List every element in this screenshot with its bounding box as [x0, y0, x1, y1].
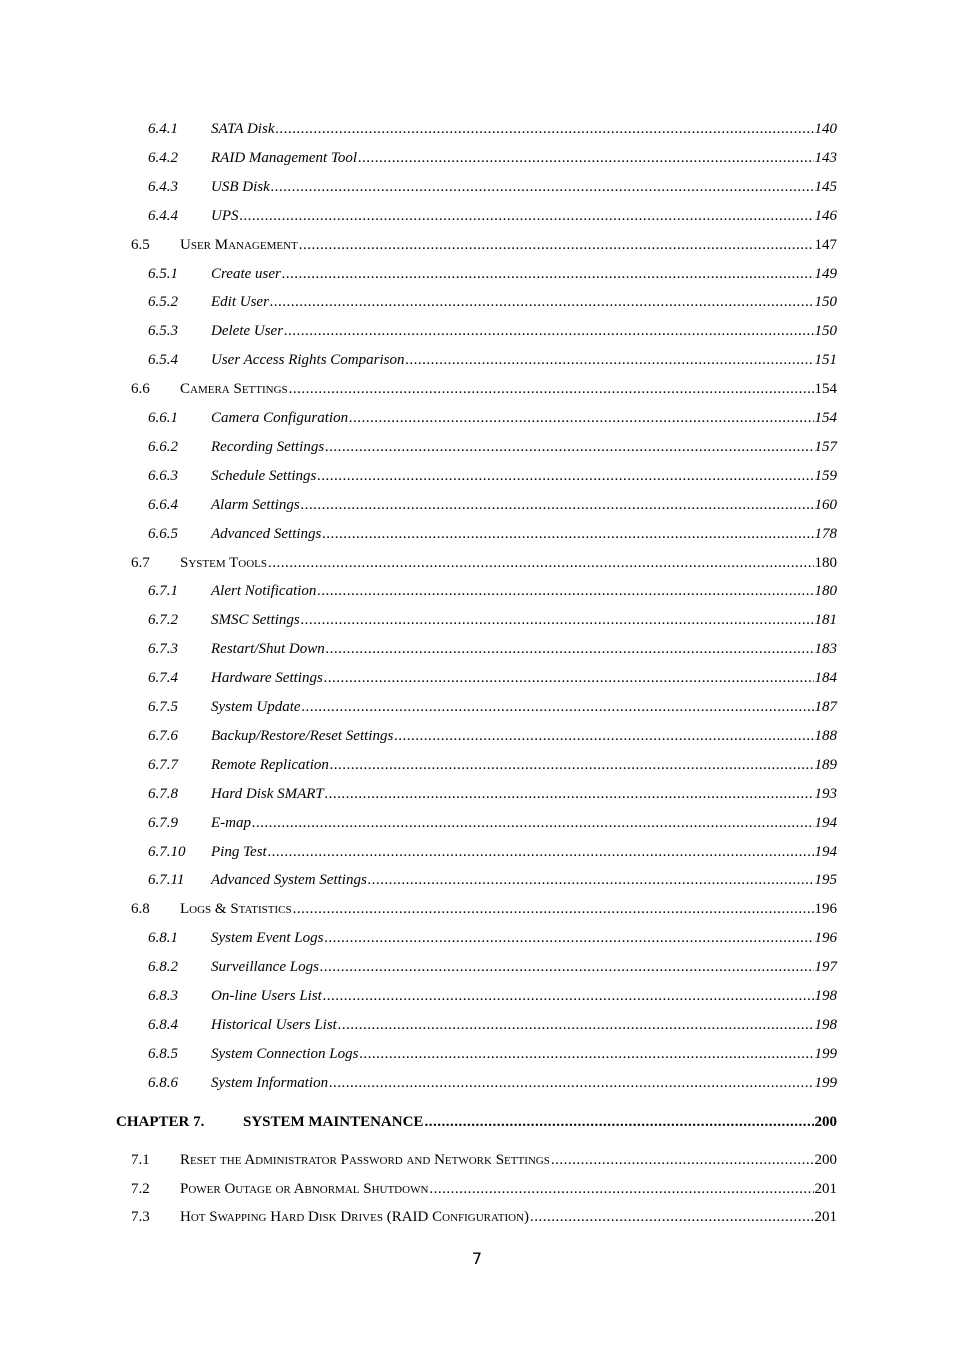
- toc-entry-page: 199: [814, 1045, 837, 1062]
- toc-entry-number: 6.8.5: [148, 1045, 178, 1062]
- toc-entry-page: 146: [814, 207, 837, 224]
- toc-entry-number: 6.4.4: [148, 207, 178, 224]
- toc-leader-dots: [394, 724, 813, 748]
- toc-entry-number: 6.5.1: [148, 265, 178, 282]
- toc-entry[interactable]: [0, 782, 954, 806]
- toc-entry-title: System Tools: [180, 554, 267, 571]
- toc-entry[interactable]: [0, 377, 954, 401]
- toc-entry-page: 180: [814, 554, 837, 571]
- toc-entry-page: 180: [814, 583, 837, 600]
- toc-entry[interactable]: [0, 1110, 954, 1134]
- toc-entry-page: 198: [814, 1016, 837, 1033]
- toc-entry-number: 6.6.1: [148, 410, 178, 426]
- toc-entry-number: 6.7.10: [148, 843, 186, 860]
- toc-entry-number: 6.7.8: [148, 785, 178, 802]
- toc-leader-dots: [301, 493, 814, 517]
- toc-entry-number: 6.8.3: [148, 988, 178, 1004]
- toc-leader-dots: [349, 406, 813, 430]
- toc-entry-title: System Update: [211, 699, 301, 715]
- toc-entry-page: 150: [814, 323, 837, 340]
- toc-entry-page: 193: [814, 785, 837, 802]
- toc-entry-number: 6.5.3: [148, 323, 178, 340]
- toc-leader-dots: [325, 435, 813, 459]
- toc-entry-title: System Event Logs: [211, 930, 324, 947]
- toc-entry-page: 201: [814, 1180, 837, 1197]
- toc-entry-number: 6.5.4: [148, 352, 178, 369]
- toc-entry-number: 6.8.4: [148, 1016, 178, 1033]
- toc-entry-page: 196: [814, 901, 837, 918]
- toc-leader-dots: [360, 1042, 814, 1066]
- toc-leader-dots: [282, 262, 814, 286]
- toc-entry[interactable]: [0, 579, 954, 603]
- toc-entry-number: 6.7.6: [148, 727, 178, 744]
- toc-entry-line: [211, 522, 837, 546]
- toc-leader-dots: [326, 637, 814, 661]
- toc-entry-title: Reset the Administrator Password and Network Settings: [180, 1151, 550, 1168]
- toc-entry-line: [211, 1013, 837, 1037]
- toc-entry[interactable]: [0, 1071, 954, 1095]
- toc-entry[interactable]: [0, 1148, 954, 1172]
- toc-entry-number: 6.7.5: [148, 699, 178, 715]
- toc-entry-number: 6.6.3: [148, 467, 178, 484]
- toc-entry[interactable]: [0, 435, 954, 459]
- toc-entry-page: 160: [814, 496, 837, 513]
- toc-entry-title: Alert Notification: [211, 583, 317, 600]
- toc-entry-page: 188: [814, 727, 837, 744]
- toc-entry-title: USB Disk: [211, 178, 270, 195]
- toc-entry-page: 200: [814, 1113, 837, 1130]
- toc-leader-dots: [317, 579, 813, 603]
- toc-entry-title: System Connection Logs: [211, 1045, 359, 1062]
- toc-entry[interactable]: [0, 348, 954, 372]
- toc-entry-title: RAID Management Tool: [211, 149, 358, 166]
- toc-entry-title: System Information: [211, 1074, 329, 1091]
- toc-entry[interactable]: [0, 1042, 954, 1066]
- toc-entry-line: [180, 233, 837, 257]
- toc-entry-line: [211, 348, 837, 372]
- toc-entry-line: [211, 175, 837, 199]
- toc-leader-dots: [320, 955, 814, 979]
- toc-entry-line: [211, 464, 837, 488]
- toc-entry-line: [211, 319, 837, 343]
- toc-entry-page: 157: [814, 438, 837, 455]
- toc-entry-page: 178: [814, 525, 837, 542]
- toc-entry-line: [211, 926, 837, 950]
- toc-entry-title: Power Outage or Abnormal Shutdown: [180, 1180, 429, 1197]
- toc-entry-line: [211, 493, 837, 517]
- toc-entry-title: Ping Test: [211, 843, 267, 860]
- toc-entry-page: 145: [814, 178, 837, 195]
- toc-entry-line: [211, 117, 837, 141]
- toc-entry-number: CHAPTER 7.: [116, 1113, 205, 1130]
- toc-leader-dots: [268, 840, 814, 864]
- toc-leader-dots: [325, 782, 814, 806]
- toc-entry-number: 6.7.2: [148, 612, 178, 629]
- toc-entry[interactable]: [0, 811, 954, 835]
- toc-entry-line: [180, 1177, 837, 1201]
- toc-entry-line: [211, 579, 837, 603]
- toc-entry-title: User Management: [180, 236, 298, 253]
- toc-entry-number: 6.4.2: [148, 149, 178, 166]
- toc-entry-page: 198: [814, 988, 837, 1004]
- toc-entry[interactable]: [0, 753, 954, 777]
- toc-leader-dots: [240, 204, 814, 228]
- toc-entry-number: 6.6.2: [148, 438, 178, 455]
- toc-leader-dots: [324, 666, 814, 690]
- toc-entry-line: [211, 290, 837, 314]
- toc-entry-line: [211, 695, 837, 719]
- toc-entry-page: 184: [814, 670, 837, 687]
- toc-entry-page: 201: [814, 1209, 837, 1226]
- toc-entry[interactable]: [0, 175, 954, 199]
- toc-entry[interactable]: [0, 551, 954, 575]
- toc-entry-line: [211, 637, 837, 661]
- toc-entry-page: 150: [814, 294, 837, 311]
- page-number: 7: [471, 1249, 483, 1268]
- toc-entry-page: 196: [814, 930, 837, 947]
- toc-entry[interactable]: [0, 926, 954, 950]
- toc-entry-line: [211, 724, 837, 748]
- toc-entry-page: 194: [814, 843, 837, 860]
- toc-entry-number: 6.5: [131, 236, 150, 253]
- toc-entry-page: 154: [814, 410, 837, 426]
- toc-entry-page: 200: [814, 1151, 837, 1168]
- toc-entry-page: 197: [814, 959, 837, 976]
- toc-leader-dots: [302, 695, 814, 719]
- toc-entry[interactable]: [0, 290, 954, 314]
- toc-entry-number: 6.7: [131, 554, 150, 571]
- toc-entry-number: 6.7.9: [148, 814, 178, 831]
- toc-entry-number: 6.7.4: [148, 670, 178, 687]
- toc-entry-title: SYSTEM MAINTENANCE: [243, 1113, 424, 1130]
- toc-entry-page: 140: [814, 121, 837, 137]
- toc-entry-line: [180, 1148, 837, 1172]
- toc-leader-dots: [424, 1110, 813, 1134]
- toc-entry-number: 6.8.2: [148, 959, 178, 976]
- toc-entry-title: Hardware Settings: [211, 670, 323, 687]
- toc-entry-line: [211, 955, 837, 979]
- toc-entry-number: 6.6: [131, 381, 150, 398]
- toc-leader-dots: [358, 146, 813, 170]
- toc-entry-title: Camera Settings: [180, 381, 288, 398]
- toc-entry[interactable]: [0, 868, 954, 892]
- toc-entry-title: Logs & Statistics: [180, 901, 292, 918]
- toc-entry[interactable]: [0, 146, 954, 170]
- toc-entry-line: [211, 146, 837, 170]
- toc-entry-title: Restart/Shut Down: [211, 641, 325, 658]
- toc-entry[interactable]: [0, 493, 954, 517]
- toc-leader-dots: [330, 753, 814, 777]
- toc-entry-title: Historical Users List: [211, 1016, 337, 1033]
- toc-leader-dots: [271, 175, 814, 199]
- toc-entry-title: SMSC Settings: [211, 612, 300, 629]
- toc-entry-line: [211, 811, 837, 835]
- toc-entry-number: 6.5.2: [148, 294, 178, 311]
- toc-entry-number: 6.7.1: [148, 583, 178, 600]
- toc-entry-page: 199: [814, 1074, 837, 1091]
- toc-entry[interactable]: [0, 319, 954, 343]
- toc-entry[interactable]: [0, 840, 954, 864]
- toc-entry-title: User Access Rights Comparison: [211, 352, 405, 369]
- toc-entry-number: 6.7.11: [148, 872, 185, 889]
- toc-entry-number: 6.7.7: [148, 756, 178, 773]
- toc-entry-title: Edit User: [211, 294, 269, 311]
- toc-leader-dots: [268, 551, 814, 575]
- toc-entry-line: [211, 868, 837, 892]
- toc-entry[interactable]: [0, 984, 954, 1008]
- toc-entry-title: Delete User: [211, 323, 284, 340]
- toc-entry-number: 6.8.1: [148, 930, 178, 947]
- toc-entry-number: 7.2: [131, 1180, 150, 1197]
- toc-entry-page: 147: [814, 236, 837, 253]
- toc-leader-dots: [329, 1071, 813, 1095]
- toc-leader-dots: [270, 290, 814, 314]
- toc-entry-title: UPS: [211, 207, 239, 224]
- toc-entry-line: [211, 840, 837, 864]
- toc-entry[interactable]: [0, 204, 954, 228]
- toc-entry-line: [211, 782, 837, 806]
- toc-leader-dots: [299, 233, 814, 257]
- toc-entry-line: [180, 551, 837, 575]
- toc-entry[interactable]: [0, 406, 954, 430]
- toc-leader-dots: [551, 1148, 814, 1172]
- toc-entry-page: 143: [814, 149, 837, 166]
- toc-leader-dots: [338, 1013, 814, 1037]
- toc-entry[interactable]: [0, 464, 954, 488]
- toc-entry[interactable]: [0, 1013, 954, 1037]
- toc-entry-number: 6.8: [131, 901, 150, 918]
- toc-entry-title: SATA Disk: [211, 121, 275, 137]
- toc-entry-line: [211, 262, 837, 286]
- toc-leader-dots: [252, 811, 814, 835]
- toc-entry-line: [211, 753, 837, 777]
- toc-entry[interactable]: [0, 1177, 954, 1201]
- toc-leader-dots: [301, 608, 814, 632]
- toc-leader-dots: [323, 984, 814, 1008]
- toc-leader-dots: [368, 868, 814, 892]
- toc-entry-line: [211, 984, 837, 1008]
- toc-entry[interactable]: [0, 608, 954, 632]
- toc-entry-title: Surveillance Logs: [211, 959, 319, 976]
- toc-entry-page: 154: [814, 381, 837, 398]
- toc-entry[interactable]: [0, 637, 954, 661]
- toc-entry-page: 151: [814, 352, 837, 369]
- toc-entry-title: E-map: [211, 814, 251, 831]
- toc-entry-title: Remote Replication: [211, 756, 329, 773]
- toc-entry-number: 6.7.3: [148, 641, 178, 658]
- toc-entry-line: [211, 435, 837, 459]
- toc-entry[interactable]: [0, 1205, 954, 1229]
- toc-entry-line: [243, 1110, 837, 1134]
- toc-entry[interactable]: [0, 955, 954, 979]
- toc-entry[interactable]: [0, 695, 954, 719]
- toc-entry-line: [211, 204, 837, 228]
- toc-entry-title: Camera Configuration: [211, 410, 349, 426]
- toc-leader-dots: [275, 117, 813, 141]
- toc-leader-dots: [322, 522, 813, 546]
- toc-entry-title: Hot Swapping Hard Disk Drives (RAID Configuration): [180, 1209, 530, 1226]
- toc-leader-dots: [324, 926, 813, 950]
- toc-entry-page: 194: [814, 814, 837, 831]
- toc-entry-title: Alarm Settings: [211, 496, 300, 513]
- toc-leader-dots: [405, 348, 813, 372]
- toc-entry-page: 187: [814, 699, 837, 715]
- toc-entry[interactable]: [0, 522, 954, 546]
- toc-entry-line: [211, 608, 837, 632]
- toc-leader-dots: [429, 1177, 813, 1201]
- toc-entry[interactable]: [0, 117, 954, 141]
- toc-entry-line: [211, 1071, 837, 1095]
- toc-entry-page: 189: [814, 756, 837, 773]
- toc-entry-line: [180, 377, 837, 401]
- toc-entry-line: [180, 897, 837, 921]
- toc-entry-page: 159: [814, 467, 837, 484]
- toc-leader-dots: [530, 1205, 813, 1229]
- toc-entry-number: 6.6.4: [148, 496, 178, 513]
- toc-entry[interactable]: [0, 666, 954, 690]
- toc-entry-number: 7.3: [131, 1209, 150, 1226]
- toc-leader-dots: [293, 897, 814, 921]
- toc-leader-dots: [289, 377, 814, 401]
- toc-entry-number: 6.4.1: [148, 121, 178, 137]
- toc-entry-title: On-line Users List: [211, 988, 322, 1004]
- toc-entry[interactable]: [0, 897, 954, 921]
- toc-entry-title: Advanced Settings: [211, 525, 322, 542]
- toc-entry-page: 195: [814, 872, 837, 889]
- toc-entry-number: 6.6.5: [148, 525, 178, 542]
- toc-entry[interactable]: [0, 233, 954, 257]
- toc-leader-dots: [317, 464, 813, 488]
- toc-entry-line: [180, 1205, 837, 1229]
- toc-entry-title: Create user: [211, 265, 281, 282]
- toc-entry-number: 7.1: [131, 1151, 150, 1168]
- toc-entry-number: 6.4.3: [148, 178, 178, 195]
- toc-entry-line: [211, 666, 837, 690]
- toc-entry-title: Backup/Restore/Reset Settings: [211, 727, 394, 744]
- toc-leader-dots: [284, 319, 813, 343]
- toc-entry[interactable]: [0, 724, 954, 748]
- toc-entry[interactable]: [0, 262, 954, 286]
- toc-entry-line: [211, 1042, 837, 1066]
- toc-entry-page: 149: [814, 265, 837, 282]
- toc-entry-number: 6.8.6: [148, 1074, 178, 1091]
- toc-entry-page: 181: [814, 612, 837, 629]
- toc-entry-title: Schedule Settings: [211, 467, 317, 484]
- toc-entry-line: [211, 406, 837, 430]
- toc-entry-title: Recording Settings: [211, 438, 325, 455]
- toc-entry-title: Advanced System Settings: [211, 872, 367, 889]
- toc-entry-title: Hard Disk SMART: [211, 785, 324, 802]
- toc-entry-page: 183: [814, 641, 837, 658]
